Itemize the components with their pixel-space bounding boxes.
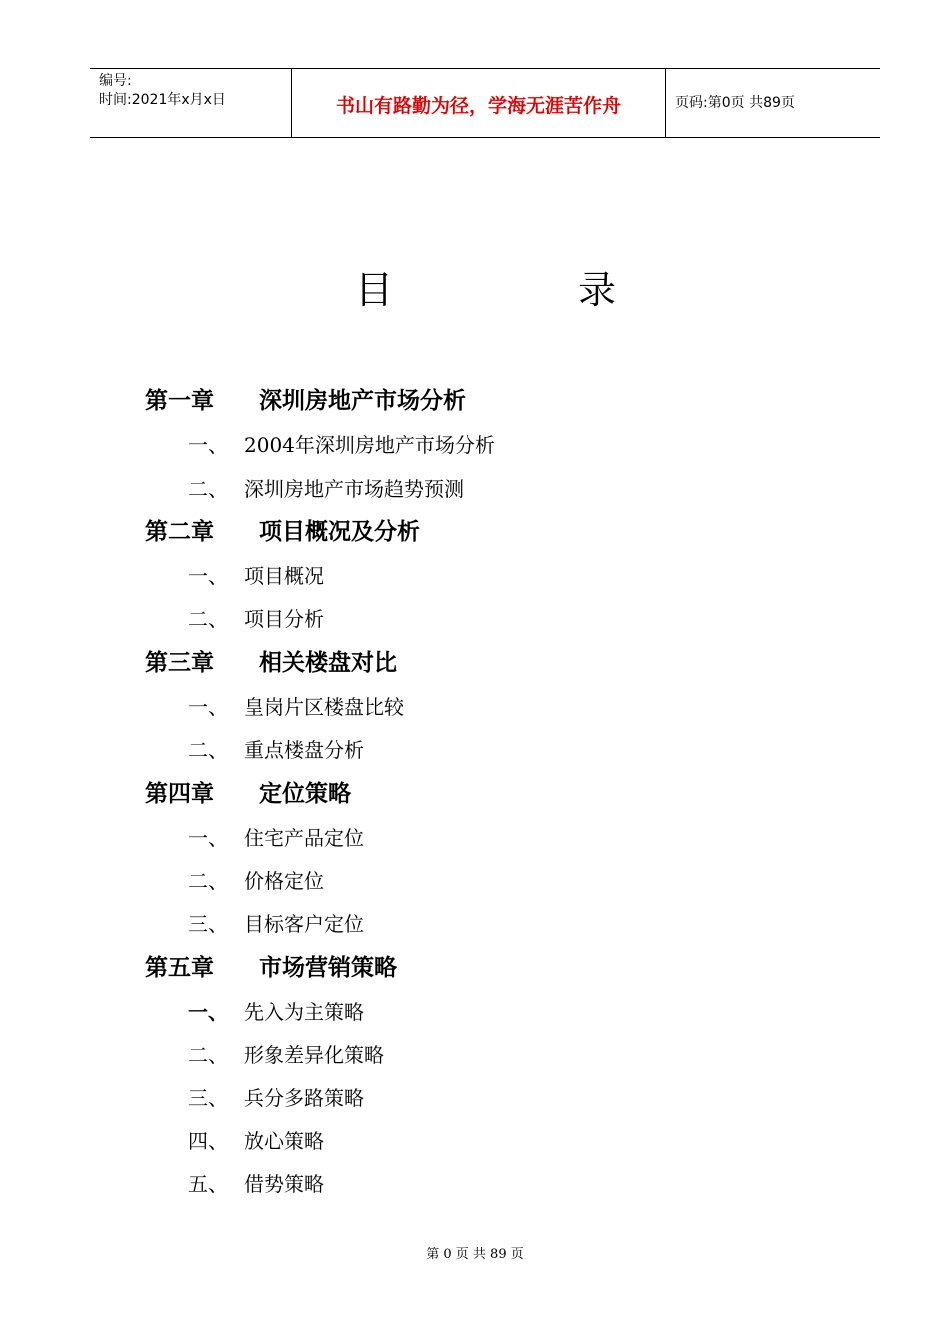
- section-number: 一、: [188, 695, 228, 719]
- chapter-number: 第二章: [145, 519, 214, 545]
- section-number: 四、: [188, 1129, 228, 1153]
- section-title: 重点楼盘分析: [244, 738, 364, 762]
- time-label: 时间:2021年x月x日: [99, 92, 226, 108]
- section-title: 深圳房地产市场趋势预测: [244, 477, 464, 501]
- serial-label: 编号:: [99, 73, 132, 89]
- header-left-cell: [90, 69, 291, 137]
- section-title: 项目分析: [244, 607, 324, 631]
- header-motto-cell: [291, 69, 666, 137]
- section-title: 借势策略: [244, 1172, 324, 1196]
- chapter-number: 第三章: [145, 650, 214, 676]
- chapter-number: 第五章: [145, 955, 214, 981]
- chapter-title: 相关楼盘对比: [259, 650, 397, 676]
- section-title: 目标客户定位: [244, 912, 364, 936]
- page-header: [90, 68, 880, 138]
- page-footer: 第 0 页 共 89 页: [426, 1247, 524, 1262]
- chapter-number: 第一章: [145, 388, 214, 414]
- chapter-title: 市场营销策略: [259, 955, 397, 981]
- section-title: 皇岗片区楼盘比较: [244, 695, 404, 719]
- section-title: 2004年深圳房地产市场分析: [244, 433, 495, 457]
- section-title: 项目概况: [244, 564, 324, 588]
- header-page-cell: [665, 69, 880, 137]
- section-number: 一、: [188, 1000, 228, 1024]
- chapter-title: 定位策略: [259, 781, 351, 807]
- section-number: 三、: [188, 1086, 228, 1110]
- section-title: 兵分多路策略: [244, 1086, 364, 1110]
- section-number: 二、: [188, 738, 228, 762]
- title-char-1: 目: [355, 268, 394, 312]
- section-title: 形象差异化策略: [244, 1043, 384, 1067]
- section-number: 一、: [188, 433, 228, 457]
- section-number: 一、: [188, 564, 228, 588]
- section-number: 五、: [188, 1172, 228, 1196]
- section-number: 二、: [188, 869, 228, 893]
- section-title: 住宅产品定位: [244, 826, 364, 850]
- section-number: 二、: [188, 1043, 228, 1067]
- section-number: 一、: [188, 826, 228, 850]
- section-title: 先入为主策略: [244, 1000, 364, 1024]
- chapter-title: 深圳房地产市场分析: [259, 388, 466, 414]
- section-number: 二、: [188, 607, 228, 631]
- title-char-2: 录: [578, 268, 617, 312]
- chapter-number: 第四章: [145, 781, 214, 807]
- page-title: [0, 262, 950, 318]
- header-page-info: 页码:第0页 共89页: [675, 95, 795, 111]
- header-motto: 书山有路勤为径，学海无涯苦作舟: [335, 95, 621, 117]
- section-title: 放心策略: [244, 1129, 324, 1153]
- chapter-title: 项目概况及分析: [259, 519, 420, 545]
- section-number: 二、: [188, 477, 228, 501]
- section-title: 价格定位: [244, 869, 324, 893]
- section-number: 三、: [188, 912, 228, 936]
